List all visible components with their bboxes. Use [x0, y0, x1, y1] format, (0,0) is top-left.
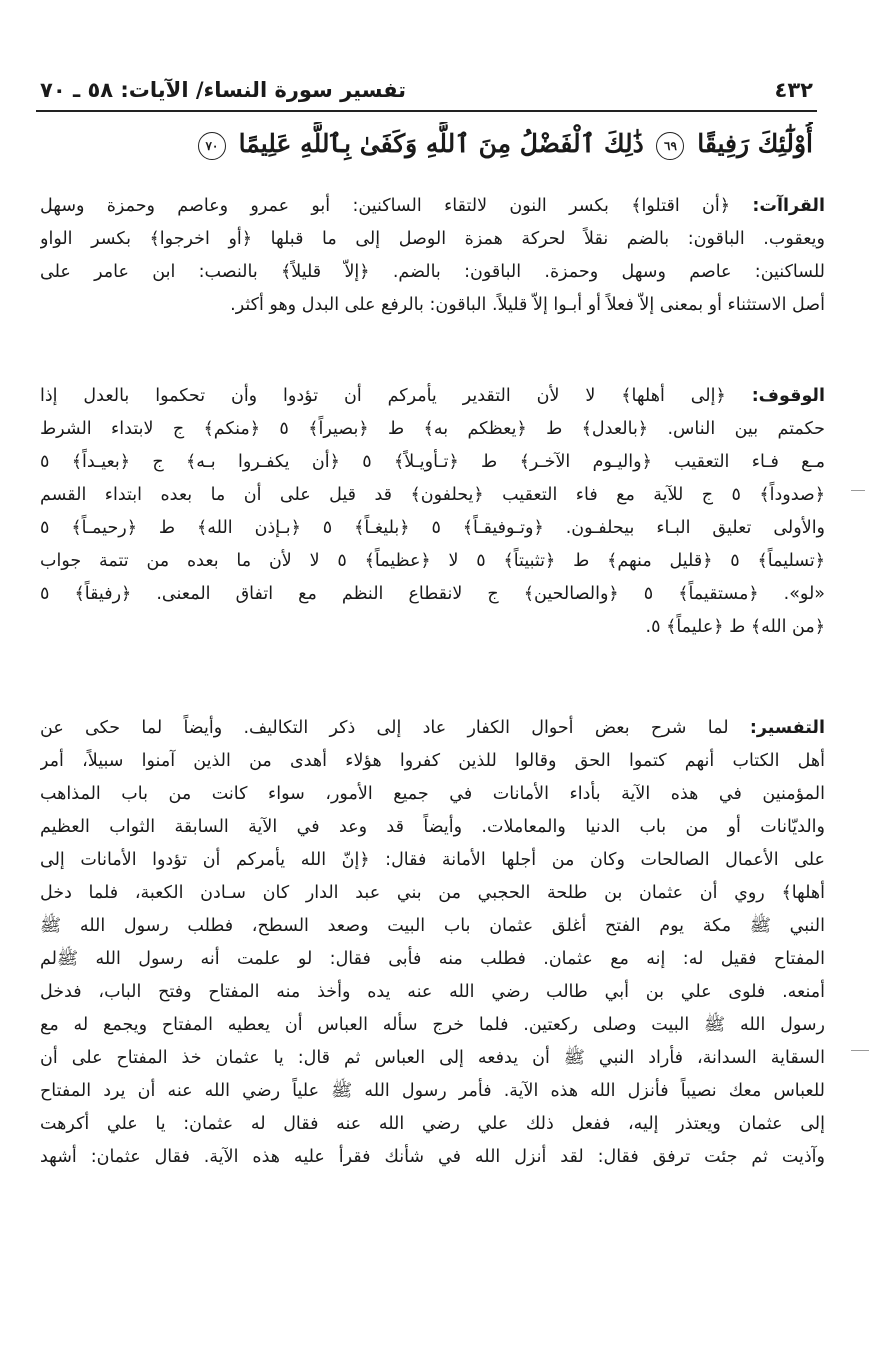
text-line: رسول الله ﷺ البيت وصلى ركعتين. فلما خرج سأله العباس أن يعطيه المفتاح ويجمع له مع: [40, 1015, 825, 1035]
text-line: وآذيت ثم جئت ترفق فقال: لقد أنزل الله في شأنك فقرأ عليه هذه الآية. فقال عثمان: أشهد: [40, 1147, 825, 1167]
margin-mark: [851, 1050, 869, 1051]
running-title: تفسير سورة النساء/ الآيات: ٥٨ ـ ٧٠: [40, 78, 407, 102]
text-line: أمنعه. فلوى علي بن أبي طالب رضي الله عنه يده وأخذ منه المفتاح وفتح الباب، فدخل: [40, 982, 825, 1002]
text-line: على الأعمال الصالحات وكان من أجلها الأمانة فقال: ﴿إنّ الله يأمركم أن تؤدوا الأمانات إلى: [40, 850, 825, 870]
header-rule: [36, 110, 817, 112]
text-line: أهل الكتاب أنهم كتموا الحق وقالوا للذين كفروا هؤلاء أهدى من الذين آمنوا سبيلاً، أمر: [40, 751, 825, 771]
text-line: [40, 190, 825, 223]
text-line: أهلها﴾ روي أن عثمان بن طلحة الحجبي من بني عبد الدار كان سـادن الكعبة، فلما دخل: [40, 883, 825, 903]
text-line: «لو». ﴿مستقيماً﴾ ٥ ﴿والصالحين﴾ ج لانقطاع النظم مع اتفاق المعنى. ﴿رفيقاً﴾ ٥: [40, 584, 825, 604]
text-line-content: لما شرح بعض أحوال الكفار عاد إلى ذكر التكاليف. وأيضاً لما حكى عن: [40, 718, 729, 738]
text-line: [40, 712, 825, 745]
text-line: إلى عثمان ويعتذر إليه، ففعل ذلك علي رضي الله عنه فقال له عثمان: يا علي أكرهت: [40, 1114, 825, 1134]
text-line: والأولى تعليق البـاء بيحلفـون. ﴿وتـوفيقـاً﴾ ٥ ﴿بليغـاً﴾ ٥ ﴿بـإذن الله﴾ ط ﴿رحيمـاً﴾ ٥: [40, 518, 825, 538]
ayah-number-mark: ٦٩: [656, 132, 684, 160]
text-line: مـع فـاء التعقيب ﴿واليـوم الآخـر﴾ ط ﴿تـأويـلاً﴾ ٥ ﴿أن يكفـروا بـه﴾ ج ﴿بعيـداً﴾ ٥: [40, 452, 825, 472]
text-line: [40, 380, 825, 413]
text-line: النبي ﷺ مكة يوم الفتح أغلق عثمان باب البيت وصعد السطح، فطلب رسول الله ﷺ: [40, 916, 825, 936]
section-label: الوقوف:: [751, 386, 825, 406]
text-line-content: ﴿إلى أهلها﴾ لا لأن التقدير يأمركم أن تؤدوا وأن تحكموا بالعدل إذا: [40, 386, 726, 406]
ayah-number-mark: ٧٠: [198, 132, 226, 160]
section-tafsir: [40, 712, 825, 1272]
text-line: المفتاح فقيل له: إنه مع عثمان. فطلب منه فأبى فقال: لو علمت أنه رسول الله ﷺلم: [40, 949, 825, 969]
verse-text-part2: ذَٰلِكَ ٱلْفَضْلُ مِنَ ٱللَّهِ وَكَفَىٰ بِٱللَّهِ عَلِيمًا: [238, 129, 644, 158]
running-head: [40, 72, 813, 108]
text-line: المؤمنين في هذه الآية بأداء الأمانات في جميع الأمور، سواء كانت من باب المذاهب: [40, 784, 825, 804]
text-line-content: ﴿أن اقتلوا﴾ بكسر النون لالتقاء الساكنين: أبو عمرو وعاصم وحمزة وسهل: [40, 196, 731, 216]
text-line: ﴿تسليماً﴾ ٥ ﴿قليل منهم﴾ ط ﴿تثبيتاً﴾ ٥ لا ﴿عظيماً﴾ ٥ لا لأن ما بعده من تتمة جواب: [40, 551, 825, 571]
page-number: ٤٣٢: [774, 78, 813, 102]
text-line: أصل الاستثناء أو بمعنى إلاّ فعلاً أو أبـوا إلاّ قليلاً. الباقون: بالرفع على البدل وهو أكثر.: [230, 295, 825, 315]
verse-text-part1: أُوْلَٰٓئِكَ رَفِيقًا: [697, 129, 813, 158]
text-line: للساكنين: عاصم وسهل وحمزة. الباقون: بالضم. ﴿إلاّ قليلاً﴾ بالنصب: ابن عامر على: [40, 262, 825, 282]
text-line: ويعقوب. الباقون: بالضم نقلاً لحركة همزة الوصل إلى ما قبلها ﴿أو اخرجوا﴾ بكسر الواو: [40, 229, 825, 249]
text-line: للعباس معك نصيباً فأنزل الله هذه الآية. فأمر رسول الله ﷺ علياً رضي الله عنه أن يرد المفتاح: [40, 1081, 825, 1101]
section-label: التفسير:: [749, 718, 825, 738]
text-line: السقاية السدانة، فأراد النبي ﷺ أن يدفعه إلى العباس ثم قال: يا عثمان خذ المفتاح على أن: [40, 1048, 825, 1068]
section-qiraat: [40, 190, 825, 355]
section-label: القراآت:: [752, 196, 825, 216]
section-wuquf: [40, 380, 825, 710]
text-line: والديّانات أو من باب الدنيا والمعاملات. وأيضاً قد وعد في الآية السابقة الثواب العظيم: [40, 817, 825, 837]
text-line: ﴿من الله﴾ ط ﴿عليماً﴾ ٥.: [645, 617, 825, 637]
margin-mark: [851, 490, 865, 491]
text-line: حكمتم بين الناس. ﴿بالعدل﴾ ط ﴿يعظكم به﴾ ط ﴿بصيراً﴾ ٥ ﴿منكم﴾ ج لابتداء الشرط: [40, 419, 825, 439]
text-line: ﴿صدوداً﴾ ٥ ج للآية مع فاء التعقيب ﴿يحلفون﴾ قد قيل على أن ما بعده ابتداء القسم: [40, 485, 825, 505]
quran-verse-line: [40, 122, 813, 166]
